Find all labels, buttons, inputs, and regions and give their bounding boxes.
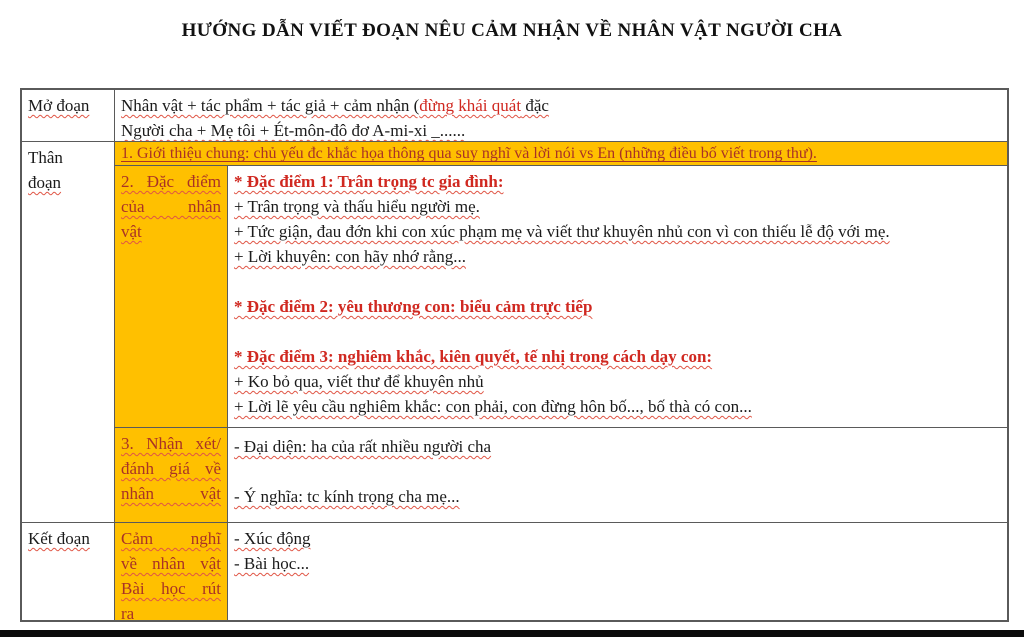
mo-doan-content xyxy=(115,90,1007,142)
gioi-thieu-text: 1. Giới thiệu chung: chủ yếu đc khắc họa thông qua suy nghĩ và lời nói vs En (những điều bố viết trong thư). xyxy=(121,145,817,162)
feature-2-title: * Đặc điểm 2: yêu thương con: biểu cảm trực tiếp xyxy=(234,297,593,316)
row-label-than-doan xyxy=(22,142,115,523)
mo-doan-label: Mở đoạn xyxy=(28,96,90,115)
ket-doan-sub-label: Cảm nghĩ về nhân vật Bài học rút ra xyxy=(115,523,228,620)
ket-doan-point: - Xúc động xyxy=(234,529,311,548)
spacer xyxy=(234,319,1001,344)
spacer xyxy=(234,459,1001,484)
gioi-thieu-chung-row xyxy=(115,142,1007,166)
dac-diem-content xyxy=(228,166,1007,428)
nhan-xet-label: 3. Nhận xét/ đánh giá về nhân vật xyxy=(115,428,228,523)
than-label-line: đoạn xyxy=(28,173,62,192)
feature-1-point: + Trân trọng và thấu hiểu người mẹ. xyxy=(234,197,480,216)
than-label-line: Thân xyxy=(28,148,63,167)
feature-3-point: + Lời lẽ yêu cầu nghiêm khắc: con phải, con đừng hôn bố..., bố thà có con... xyxy=(234,397,752,416)
nhan-xet-point: - Ý nghĩa: tc kính trọng cha mẹ... xyxy=(234,487,460,506)
ket-doan-content xyxy=(228,523,1007,620)
row-label-mo-doan xyxy=(22,90,115,142)
feature-3-point: + Ko bỏ qua, viết thư để khuyên nhủ xyxy=(234,372,484,391)
ket-doan-point: - Bài học... xyxy=(234,554,310,573)
feature-1-title: * Đặc điểm 1: Trân trọng tc gia đình: xyxy=(234,172,504,191)
red-phrase: đừng khái quát xyxy=(419,96,522,115)
spacer xyxy=(234,269,1001,294)
feature-1-point: + Lời khuyên: con hãy nhớ rằng... xyxy=(234,247,466,266)
row-label-ket-doan xyxy=(22,523,115,620)
nhan-xet-point: - Đại diện: ha của rất nhiều người cha xyxy=(234,437,492,456)
feature-1-point: + Tức giận, đau đớn khi con xúc phạm mẹ và viết thư khuyên nhủ con vì con thiếu lễ độ với mẹ. xyxy=(234,222,890,241)
bottom-border-bar xyxy=(0,630,1024,637)
mo-doan-line-1: Nhân vật + tác phẩm + tác giả + cảm nhận (đừng khái quát đặc xyxy=(121,96,549,115)
document-title: HƯỚNG DẪN VIẾT ĐOẠN NÊU CẢM NHẬN VỀ NHÂN VẬT NGƯỜI CHA xyxy=(181,20,843,41)
nhan-xet-content xyxy=(228,428,1007,523)
feature-3-title: * Đặc điểm 3: nghiêm khắc, kiên quyết, tế nhị trong cách dạy con: xyxy=(234,347,713,366)
outline-table xyxy=(20,88,1009,622)
mo-doan-line-2: Người cha + Mẹ tôi + Ét-môn-đô đơ A-mi-xi _...... xyxy=(121,121,466,140)
ket-doan-label: Kết đoạn xyxy=(28,529,90,548)
dac-diem-label: 2. Đặc điểm của nhân vật xyxy=(115,166,228,428)
